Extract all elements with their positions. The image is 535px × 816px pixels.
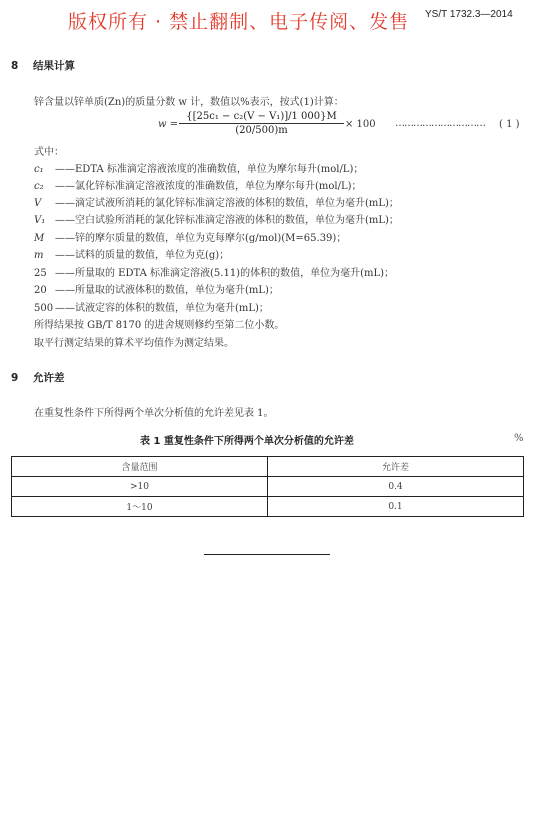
section-8-heading (11, 58, 75, 73)
definition-symbol: M (34, 233, 45, 244)
table-header-row (12, 457, 524, 477)
definition-text: ——所量取的 EDTA 标准滴定溶液(5.11)的体积的数值，单位为毫升(mL)； (55, 268, 395, 279)
formula-multiplier: × 100 (345, 119, 376, 130)
section-number: 8 (11, 60, 19, 72)
table-row (12, 497, 524, 517)
formula-lhs: w = (158, 119, 179, 130)
table-unit: % (514, 433, 524, 444)
definition-text: ——锌的摩尔质量的数值，单位为克每摩尔(g/mol)(M=65.39)； (55, 233, 347, 244)
definition-symbol: m (34, 250, 44, 261)
equation-number: ( 1 ) (499, 119, 520, 130)
calc-intro: 锌含量以锌单质(Zn)的质量分数 w 计，数值以%表示，按式(1)计算： (34, 97, 344, 108)
formula-fraction (179, 111, 344, 136)
definition-symbol: 500 (34, 303, 54, 314)
definition-symbol: 25 (34, 268, 47, 279)
tolerance-intro: 在重复性条件下所得两个单次分析值的允许差见表 1。 (34, 408, 274, 419)
definition-symbol: 20 (34, 285, 47, 296)
definition-item (34, 264, 394, 279)
table-cell: 0.4 (268, 477, 524, 497)
formula-numerator: {[25c₁ − c₂(V − V₁)]/1 000}M (179, 111, 344, 124)
definition-item (34, 194, 399, 209)
formula-denominator: (20/500)m (235, 125, 288, 136)
definition-text: ——试料的质量的数值，单位为克(g)； (55, 250, 230, 261)
table-title: 表 1 重复性条件下所得两个单次分析值的允许差 (140, 436, 354, 447)
end-rule (204, 554, 330, 555)
table-cell: >10 (12, 477, 268, 497)
definition-item (34, 160, 363, 175)
definition-text: ——氯化锌标准滴定溶液浓度的准确数值，单位为摩尔每升(mol/L)； (55, 181, 362, 192)
table-row (12, 477, 524, 497)
definition-item (34, 281, 279, 296)
definition-text: ——EDTA 标准滴定溶液浓度的准确数值，单位为摩尔每升(mol/L)； (55, 164, 364, 175)
definition-symbol: V₁ (34, 215, 46, 226)
definition-item (34, 177, 362, 192)
tolerance-table (11, 456, 524, 517)
definition-item (34, 211, 399, 226)
formula-leader-dots: ………………………… (395, 118, 485, 129)
definition-symbol: V (34, 198, 42, 209)
average-rule: 取平行测定结果的算术平均值作为测定结果。 (34, 338, 234, 349)
section-number: 9 (11, 372, 19, 384)
definition-item (34, 229, 346, 244)
table-cell: 0.1 (268, 497, 524, 517)
definition-item (34, 299, 269, 314)
column-header: 允许差 (268, 457, 524, 477)
column-header: 含量范围 (12, 457, 268, 477)
definition-text: ——所量取的试液体积的数值，单位为毫升(mL)； (55, 285, 279, 296)
rounding-rule: 所得结果按 GB/T 8170 的进舍规则修约至第二位小数。 (34, 320, 285, 331)
definition-item (34, 246, 229, 261)
definition-symbol: c₁ (34, 164, 44, 175)
section-title: 允许差 (33, 372, 65, 384)
section-title: 结果计算 (33, 60, 75, 72)
definition-symbol: c₂ (34, 181, 44, 192)
watermark-text: 版权所有 · 禁止翻制、电子传阅、发售 (68, 11, 410, 33)
where-label: 式中： (34, 147, 64, 158)
section-9-heading (11, 370, 65, 385)
standard-code: YS/T 1732.3—2014 (425, 9, 513, 20)
definition-text: ——试液定容的体积的数值，单位为毫升(mL)； (55, 303, 269, 314)
table-cell: 1～10 (12, 497, 268, 517)
definition-text: ——滴定试液所消耗的氯化锌标准滴定溶液的体积的数值，单位为毫升(mL)； (55, 198, 399, 209)
definition-text: ——空白试验所消耗的氯化锌标准滴定溶液的体积的数值，单位为毫升(mL)； (55, 215, 399, 226)
